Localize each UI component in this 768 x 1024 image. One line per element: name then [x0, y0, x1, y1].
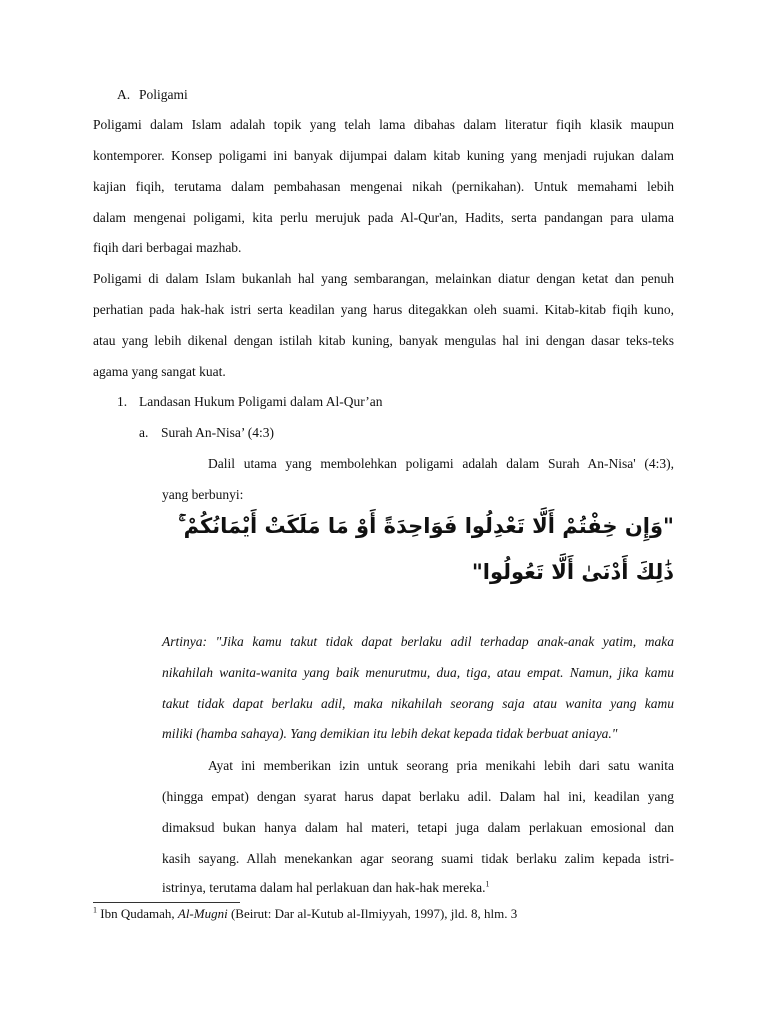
paragraph-line: fiqih dari berbagai mazhab.: [93, 240, 242, 255]
paragraph-line: agama yang sangat kuat.: [93, 364, 226, 379]
subsubsection-heading: [139, 425, 674, 441]
explanation-line: dimaksud bukan hanya dalam hal materi, tetapi juga dalam perlakuan emosional dan: [162, 820, 674, 835]
footnote-author: Ibn Qudamah,: [97, 906, 178, 921]
section-letter: A.: [117, 87, 131, 102]
intro-line: Dalil utama yang membolehkan poligami adalah dalam Surah An-Nisa' (4:3),: [208, 456, 674, 471]
explanation-line: [162, 880, 674, 896]
translation-line: takut tidak dapat berlaku adil, maka nikahilah seorang saja atau wanita yang kamu: [162, 696, 674, 711]
subsection-number: 1.: [117, 394, 128, 409]
footnote-separator: [93, 902, 240, 903]
subsection-heading: [117, 394, 674, 410]
paragraph-line: kajian fiqih, terutama dalam pembahasan mengenai nikah (pernikahan). Untuk memahami lebih: [93, 179, 674, 194]
translation-line: Artinya: "Jika kamu takut tidak dapat berlaku adil terhadap anak-anak yatim, maka: [162, 634, 674, 649]
subsection-title: Landasan Hukum Poligami dalam Al-Qur’an: [139, 394, 383, 409]
footnote: [93, 906, 517, 922]
arabic-verse-line-1: "وَإِن خِفْتُمْ أَلَّا تَعْدِلُوا فَوَاحِدَةً أَوْ مَا مَلَكَتْ أَيْمَانُكُمْ ۚ: [178, 514, 674, 538]
explanation-line: Ayat ini memberikan izin untuk seorang pria menikahi lebih dari satu wanita: [208, 758, 674, 773]
footnote-number: 1: [93, 905, 97, 915]
intro-line: yang berbunyi:: [162, 487, 244, 502]
paragraph-line: perhatian pada hak-hak istri serta keadilan yang harus ditegakkan oleh suami. Kitab-kitab fiqih kuno,: [93, 302, 674, 317]
footnote-title: Al-Mugni: [177, 906, 228, 921]
paragraph-line: atau yang lebih dikenal dengan istilah kitab kuning, banyak mengulas hal ini dengan dasar teks-teks: [93, 333, 674, 348]
explanation-line: kasih sayang. Allah menekankan agar seorang suami tidak berlaku zalim kepada istri-: [162, 851, 674, 866]
section-title: Poligami: [139, 87, 188, 102]
paragraph-line: dalam mengenai poligami, kita perlu merujuk pada Al-Qur'an, Hadits, serta pandangan para ulama: [93, 210, 674, 225]
paragraph-line: Poligami dalam Islam adalah topik yang telah lama dibahas dalam literatur fiqih klasik maupun: [93, 117, 674, 132]
subsubsection-letter: a.: [139, 425, 149, 440]
footnote-details: (Beirut: Dar al-Kutub al-Ilmiyyah, 1997), jld. 8, hlm. 3: [227, 906, 518, 921]
subsubsection-title: Surah An-Nisa’ (4:3): [161, 425, 274, 440]
arabic-verse-line-2: ذَٰلِكَ أَدْنَىٰ أَلَّا تَعُولُوا": [471, 560, 674, 584]
explanation-last-text: istrinya, terutama dalam hal perlakuan dan hak-hak mereka.: [162, 880, 486, 895]
paragraph-line: kontemporer. Konsep poligami ini banyak dijumpai dalam kitab kuning yang menjadi rujukan dalam: [93, 148, 674, 163]
translation-line: miliki (hamba sahaya). Yang demikian itu lebih dekat kepada tidak berbuat aniaya.": [162, 726, 618, 741]
translation-line: nikahilah wanita-wanita yang baik menurutmu, dua, tiga, atau empat. Namun, jika kamu: [162, 665, 674, 680]
section-heading: [117, 87, 674, 103]
footnote-reference[interactable]: 1: [485, 879, 490, 889]
paragraph-line: Poligami di dalam Islam bukanlah hal yang sembarangan, melainkan diatur dengan ketat dan penuh: [93, 271, 674, 286]
explanation-line: (hingga empat) dengan syarat harus dapat berlaku adil. Dalam hal ini, keadilan yang: [162, 789, 674, 804]
